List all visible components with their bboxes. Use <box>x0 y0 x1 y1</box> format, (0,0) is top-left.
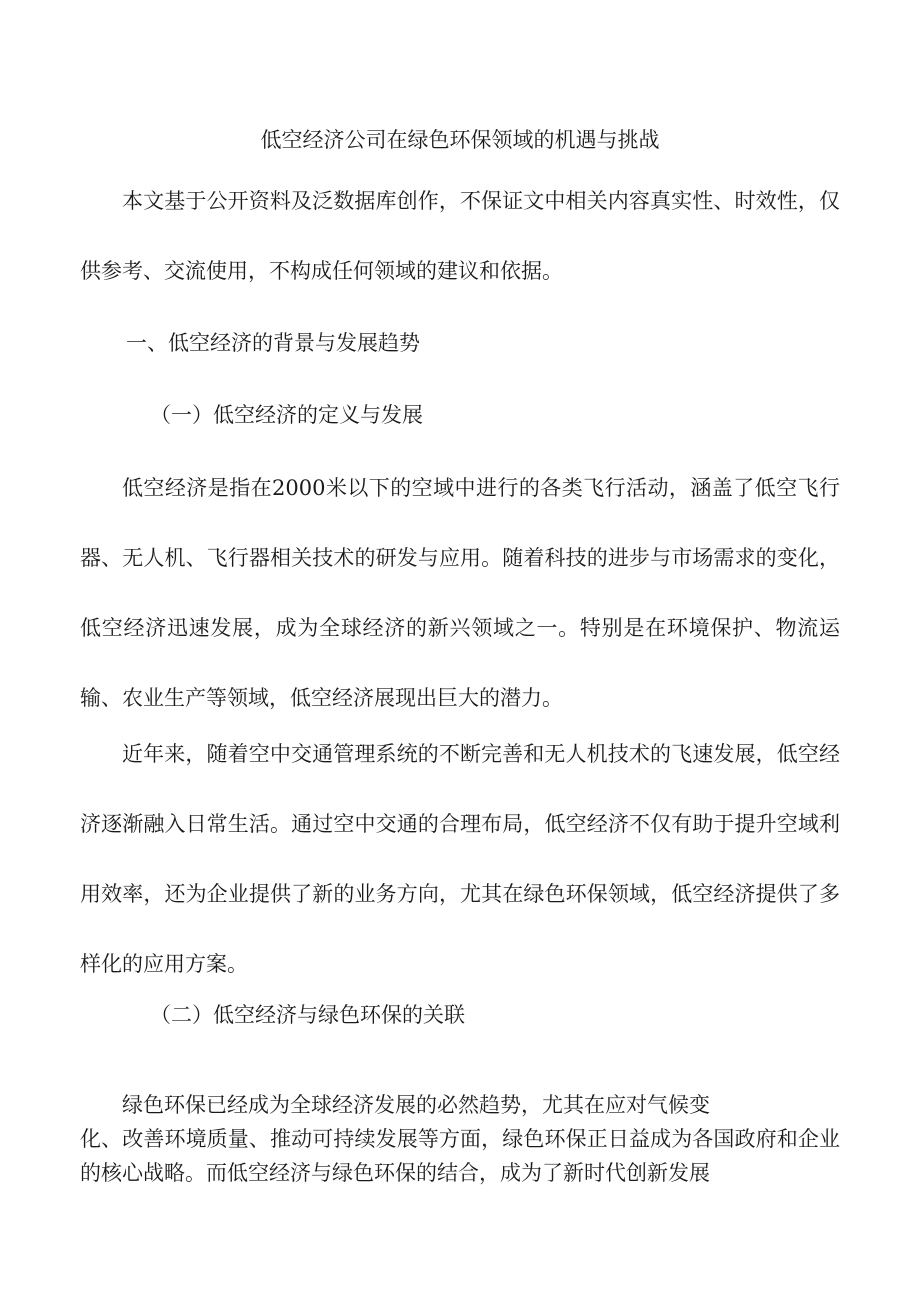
section-heading-1: 一、低空经济的背景与发展趋势 <box>126 331 420 355</box>
subsection-heading-1: （一）低空经济的定义与发展 <box>150 403 423 427</box>
body-paragraph-3-first-line: 绿色环保已经成为全球经济发展的必然趋势，尤其在应对气候变 <box>122 1093 710 1117</box>
document-title: 低空经济公司在绿色环保领域的机遇与挑战 <box>260 128 660 152</box>
body-paragraph-2: 近年来，随着空中交通管理系统的不断完善和无人机技术的飞速发展，低空经济逐渐融入日常生活。通过空中交通的合理布局，低空经济不仅有助于提升空域利用效率，还为企业提供了新的业务方向，尤其在绿色环保领域，低空经济提供了多样化的应用方案。 <box>80 742 840 976</box>
disclaimer-paragraph: 本文基于公开资料及泛数据库创作，不保证文中相关内容真实性、时效性，仅供参考、交流使用，不构成任何领域的建议和依据。 <box>80 189 840 283</box>
subsection-heading-2: （二）低空经济与绿色环保的关联 <box>150 1003 465 1027</box>
body-paragraph-1: 低空经济是指在2000米以下的空域中进行的各类飞行活动，涵盖了低空飞行器、无人机、飞行器相关技术的研发与应用。随着科技的进步与市场需求的变化，低空经济迅速发展，成为全球经济的新兴领域之一。特别是在环境保护、物流运输、农业生产等领域，低空经济展现出巨大的潜力。 <box>80 476 840 710</box>
body-paragraph-3-continued: 化、改善环境质量、推动可持续发展等方面，绿色环保正日益成为各国政府和企业的核心战略。而低空经济与绿色环保的结合，成为了新时代创新发展 <box>80 1127 840 1185</box>
